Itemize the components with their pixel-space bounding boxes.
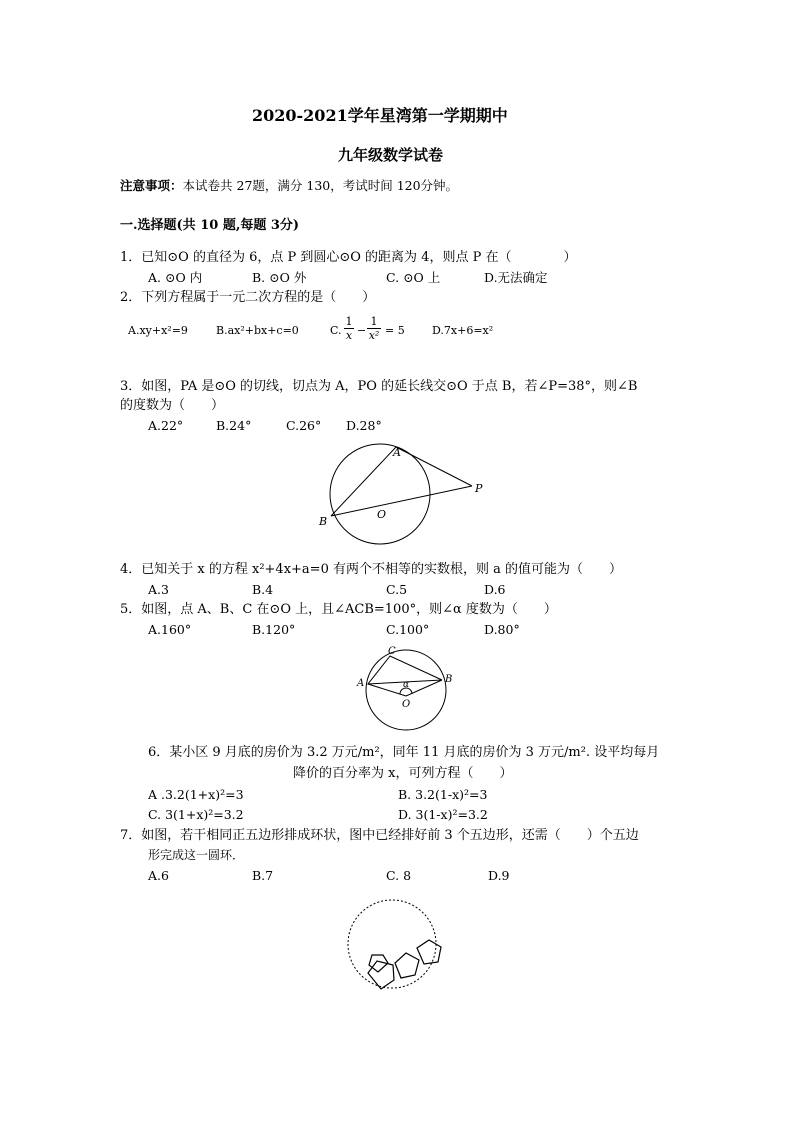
question-2-option-b: B.ax²+bx+c=0	[216, 324, 299, 337]
question-3-stem-line1: 3．如图，PA 是⊙O 的切线，切点为 A，PO 的延长线交⊙O 于点 B，若∠P=38°，则∠B	[120, 379, 638, 394]
pentagon-1-outer	[368, 961, 394, 989]
label-o: O	[377, 508, 387, 521]
label-o: O	[402, 699, 411, 710]
question-3-option-b: B.24°	[216, 418, 252, 433]
question-5-stem: 5．如图，点 A、B、C 在⊙O 上，且∠ACB=100°，则∠α 度数为（ ）	[120, 602, 557, 617]
notice-text: 本试卷共 27题，满分 130，考试时间 120分钟。	[182, 178, 459, 193]
question-5-figure	[352, 640, 462, 740]
exam-title: 2020-2021学年星湾第一学期期中	[252, 106, 508, 125]
question-1-option-d: D.无法确定	[484, 270, 548, 285]
line-bp	[331, 486, 472, 516]
label-c: C	[388, 646, 396, 657]
question-1-option-b: B. ⊙O 外	[252, 270, 307, 285]
question-2-option-d: D.7x+6=x²	[432, 324, 494, 337]
question-6-option-b: B. 3.2(1-x)²=3	[398, 787, 488, 802]
question-3-option-c: C.26°	[286, 418, 322, 433]
question-4-option-c: C.5	[386, 582, 408, 597]
question-5-option-b: B.120°	[252, 622, 296, 637]
question-1-stem: 1．已知⊙O 的直径为 6，点 P 到圆心⊙O 的距离为 4，则点 P 在（ ）	[120, 250, 577, 265]
question-7-option-d: D.9	[488, 868, 510, 883]
label-a: A	[357, 678, 365, 689]
tangent-pa	[396, 447, 472, 486]
question-4-option-d: D.6	[484, 582, 506, 597]
question-7-option-c: C. 8	[386, 868, 412, 883]
question-4-option-b: B.4	[252, 582, 274, 597]
question-5-option-d: D.80°	[484, 622, 520, 637]
fraction-2: 1 x²	[368, 315, 380, 342]
question-5-option-c: C.100°	[386, 622, 430, 637]
pentagon-3	[417, 940, 441, 964]
question-6-stem-line1: 6．某小区 9 月底的房价为 3.2 万元/m²，同年 11 月底的房价为 3 万元/m². 设平均每月	[148, 745, 660, 760]
question-4-option-a: A.3	[148, 582, 169, 597]
question-6-option-a: A .3.2(1+x)²=3	[148, 787, 244, 802]
circle-o	[330, 444, 430, 544]
section-title: 一.选择题(共 10 题,每题 3分)	[120, 218, 300, 233]
question-1-option-c: C. ⊙O 上	[386, 270, 441, 285]
question-3-option-a: A.22°	[148, 418, 184, 433]
question-3-option-d: D.28°	[346, 418, 382, 433]
question-6-stem-line2: 降价的百分率为 x，可列方程（ ）	[293, 766, 513, 781]
question-5-option-a: A.160°	[148, 622, 192, 637]
question-6-option-d: D. 3(1-x)²=3.2	[398, 807, 488, 822]
radius-oa	[368, 684, 406, 696]
notice	[120, 180, 458, 193]
question-4-stem: 4．已知关于 x 的方程 x²+4x+a=0 有两个不相等的实数根，则 a 的值可能为（ ）	[120, 562, 622, 577]
question-7-stem-line2: 形完成这一圆环．	[148, 848, 245, 862]
label-alpha: α	[403, 680, 410, 690]
question-6-option-c: C. 3(1+x)²=3.2	[148, 807, 244, 822]
circle-o	[366, 650, 446, 730]
question-2-stem: 2．下列方程属于一元二次方程的是（ ）	[120, 290, 376, 305]
question-1-option-a: A. ⊙O 内	[148, 270, 203, 285]
label-b: B	[445, 674, 453, 685]
notice-label: 注意事项：	[120, 178, 183, 193]
question-3-figure	[310, 440, 490, 540]
question-3-stem-line2: 的度数为（ ）	[120, 398, 225, 413]
pentagon-2	[395, 953, 419, 978]
question-7-option-a: A.6	[148, 868, 169, 883]
question-7-option-b: B.7	[252, 868, 274, 883]
label-a: A	[393, 446, 401, 459]
question-2-option-a: A.xy+x²=9	[128, 324, 188, 337]
question-7-figure	[340, 900, 460, 1010]
label-b: B	[319, 515, 328, 528]
chord-ab	[331, 447, 396, 516]
exam-subtitle: 九年级数学试卷	[338, 146, 444, 164]
fraction-1: 1 x	[345, 315, 353, 342]
label-p: P	[475, 482, 483, 495]
question-7-stem-line1: 7．如图，若干相同正五边形排成环状，图中已经排好前 3 个五边形，还需（ ）个五边	[120, 828, 639, 843]
radius-ob	[406, 680, 442, 696]
